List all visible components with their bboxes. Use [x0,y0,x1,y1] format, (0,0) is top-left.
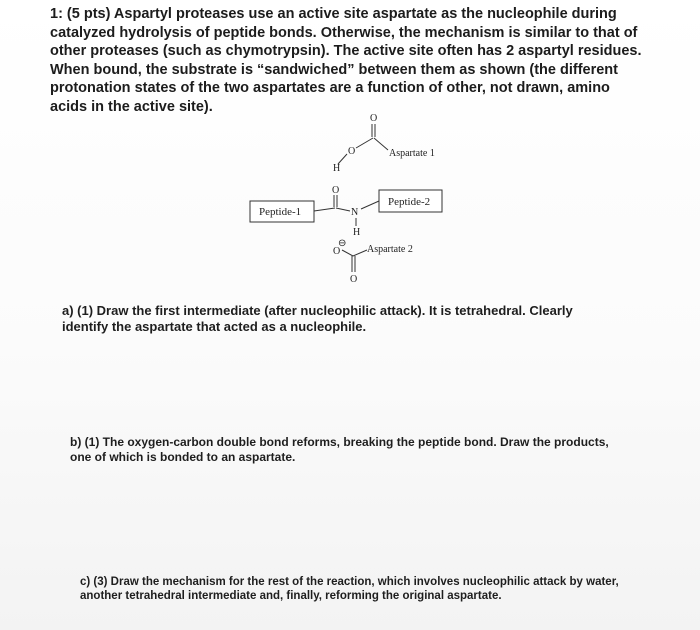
peptide-2-label: Peptide-2 [388,196,431,208]
charge-minus: ⊖ [338,238,347,249]
question-intro [50,5,650,116]
part-b-prompt: b) (1) The oxygen-carbon double bond reforms, breaking the peptide bond. Draw the products, one of which is bonded to an aspartate. [70,435,609,464]
atom-o-ester: O [348,146,356,157]
atom-o-carbonyl: O [332,185,340,196]
question-text: Aspartyl proteases use an active site aspartate as the nucleophile during catalyzed hydrolysis of peptide bonds. Otherwise, the mechanism is similar to that of other proteases (such as chymotrypsin). The active site often has 2 aspartyl residues. When bound, the substrate is “sandwiched” between them as shown (the different protonation states of the two aspartates are a function of other, not drawn, amino acids in the active site). [50,6,642,115]
atom-o-top: O [370,113,378,124]
atom-h-n: H [353,227,361,238]
peptide-1-label: Peptide-1 [259,206,302,218]
atom-n: N [351,207,359,218]
substrate-sandwich-scheme [230,110,460,295]
atom-o-minus: O [333,246,341,257]
aspartate-1-label: Aspartate 1 [389,148,435,159]
aspartate-2-label: Aspartate 2 [367,244,413,255]
part-c-prompt: c) (3) Draw the mechanism for the rest of the reaction, which involves nucleophilic attack by water, another tetrahedral intermediate and, finally, reforming the original aspartate. [80,576,619,602]
atom-h-upper: H [333,163,341,174]
atom-o-bottom: O [350,274,358,285]
part-a-prompt: a) (1) Draw the first intermediate (after nucleophilic attack). It is tetrahedral. Clearly identify the aspartate that acted as a nucleophile. [62,303,573,334]
question-number: 1: (5 pts) [50,6,111,22]
